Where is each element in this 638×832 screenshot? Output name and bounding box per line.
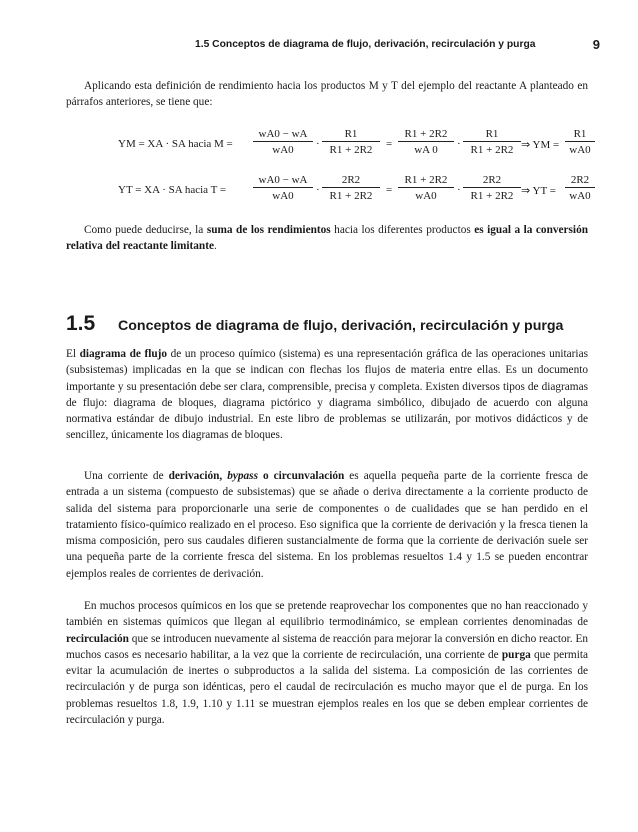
eq1-frac4: $\frac{R1}{R1 + 2R2}$	[463, 128, 521, 156]
conclusion-paragraph: Como puede deducirse, la suma de los rendimientos hacia los diferentes productos es igual a la conversión relativa del reactante limitante.	[66, 224, 588, 253]
section-heading	[66, 312, 596, 342]
eq2-lhs: YT = XA · SA hacia T =	[118, 184, 227, 196]
equation-yield-t: YT = XA · SA hacia T = $\frac{wA0 - wA}{wA0}$ · $\frac{2R2}{R1 + 2R2}$ = $\frac{R1 + 2R2}{wA0}$ · $\frac{2R2}{R1 + 2R2}$	[118, 174, 558, 214]
page-number: 9	[592, 37, 600, 52]
eq1-frac2: $\frac{R1}{R1 + 2R2}$	[322, 128, 380, 156]
section-number: 1.5	[66, 312, 96, 335]
eq2-frac5: $\frac{2R2}{wA0}$	[565, 174, 595, 202]
eq1-frac5: $\frac{R1}{wA0}$	[565, 128, 595, 156]
running-head-title: 1.5 Conceptos de diagrama de flujo, derivación, recirculación y purga	[195, 39, 536, 50]
eq1-frac3: $\frac{R1 + 2R2}{wA 0}$	[398, 128, 454, 156]
equation-yield-t-result: ⇒ YT = $\frac{2R2}{wA0}$	[525, 174, 605, 214]
eq2-frac2: $\frac{2R2}{R1 + 2R2}$	[322, 174, 380, 202]
eq2-frac4: $\frac{2R2}{R1 + 2R2}$	[463, 174, 521, 202]
equation-yield-m-result: ⇒ YM = $\frac{R1}{wA0}$	[525, 128, 605, 168]
flow-diagram-paragraph: El diagrama de flujo de un proceso químico (sistema) es una representación gráfica de las operaciones unitarias (subsistemas) implicadas en la que se indican con flechas los flujos de materia entre ellas. Es un documento importante y su presentación debe ser clara, comprensible, precisa y completa. Existen diversos tipos de diagramas de flujo: diagrama de bloques, diagrama pictórico y diagrama simbólico, dibujado de acuerdo con alguna normativa estándar de dibujo industrial. En este libro de problemas se utilizarán, por motivos didácticos y de sencillez, únicamente los diagramas de bloques.	[66, 348, 588, 442]
recycle-purge-paragraph: En muchos procesos químicos en los que se pretende reaprovechar los componentes que no han reaccionado y también en sistemas químicos que llegan al equilibrio termodinámico, se emplean corrientes denominadas de recirculación que se introducen nuevamente al sistema de reacción para mejorar la conversión en dicho reactor. En muchos casos es necesario habilitar, a la vez que la corriente de recirculación, una corriente de purga que permita evitar la acumulación de inertes o subproductos a la salida del sistema. La composición de las corrientes de recirculación y de purga son idénticas, pero el caudal de recirculación es mucho mayor que el de purga. En los problemas resueltos 1.8, 1.9, 1.10 y 1.11 se muestran ejemplos reales en los que se deben emplear corrientes de recirculación y purga.	[66, 600, 588, 727]
eq1-frac1: $\frac{wA0 - wA}{wA0}$	[253, 128, 313, 156]
running-head	[195, 38, 600, 54]
eq1-lhs: YM = XA · SA hacia M =	[118, 138, 233, 150]
intro-paragraph: Aplicando esta definición de rendimiento hacia los productos M y T del ejemplo del reactante A planteado en párrafos anteriores, se tiene que:	[66, 80, 588, 109]
bypass-paragraph: Una corriente de derivación, bypass o circunvalación es aquella pequeña parte de la corriente fresca de entrada a un sistema (compuesto de subsistemas) que se añade o deriva directamente a la corriente producto de salida del sistema para proporcionarle una serie de componentes o de cualidades que se han perdido en el tratamiento físico-químico realizado en el proceso. Eso significa que la corriente de derivación y la fresca tienen la misma composición, pero sus caudales difieren sustancialmente de forma que la corriente de derivación suele ser una pequeña parte de la corriente fresca del sistema. En los problemas resueltos 1.4 y 1.5 se pueden encontrar ejemplos reales de corrientes de derivación.	[66, 470, 588, 580]
equation-yield-m: YM = XA · SA hacia M = $\frac{wA0 - wA}{wA0}$ · $\frac{R1}{R1 + 2R2}$ = $\frac{R1 + 2R2}{wA 0}$ · $\frac{R1}{R1 + 2R2}$	[118, 128, 558, 168]
eq2-frac1: $\frac{wA0 - wA}{wA0}$	[253, 174, 313, 202]
section-title: Conceptos de diagrama de flujo, derivación, recirculación y purga	[118, 318, 564, 334]
eq2-frac3: $\frac{R1 + 2R2}{wA0}$	[398, 174, 454, 202]
